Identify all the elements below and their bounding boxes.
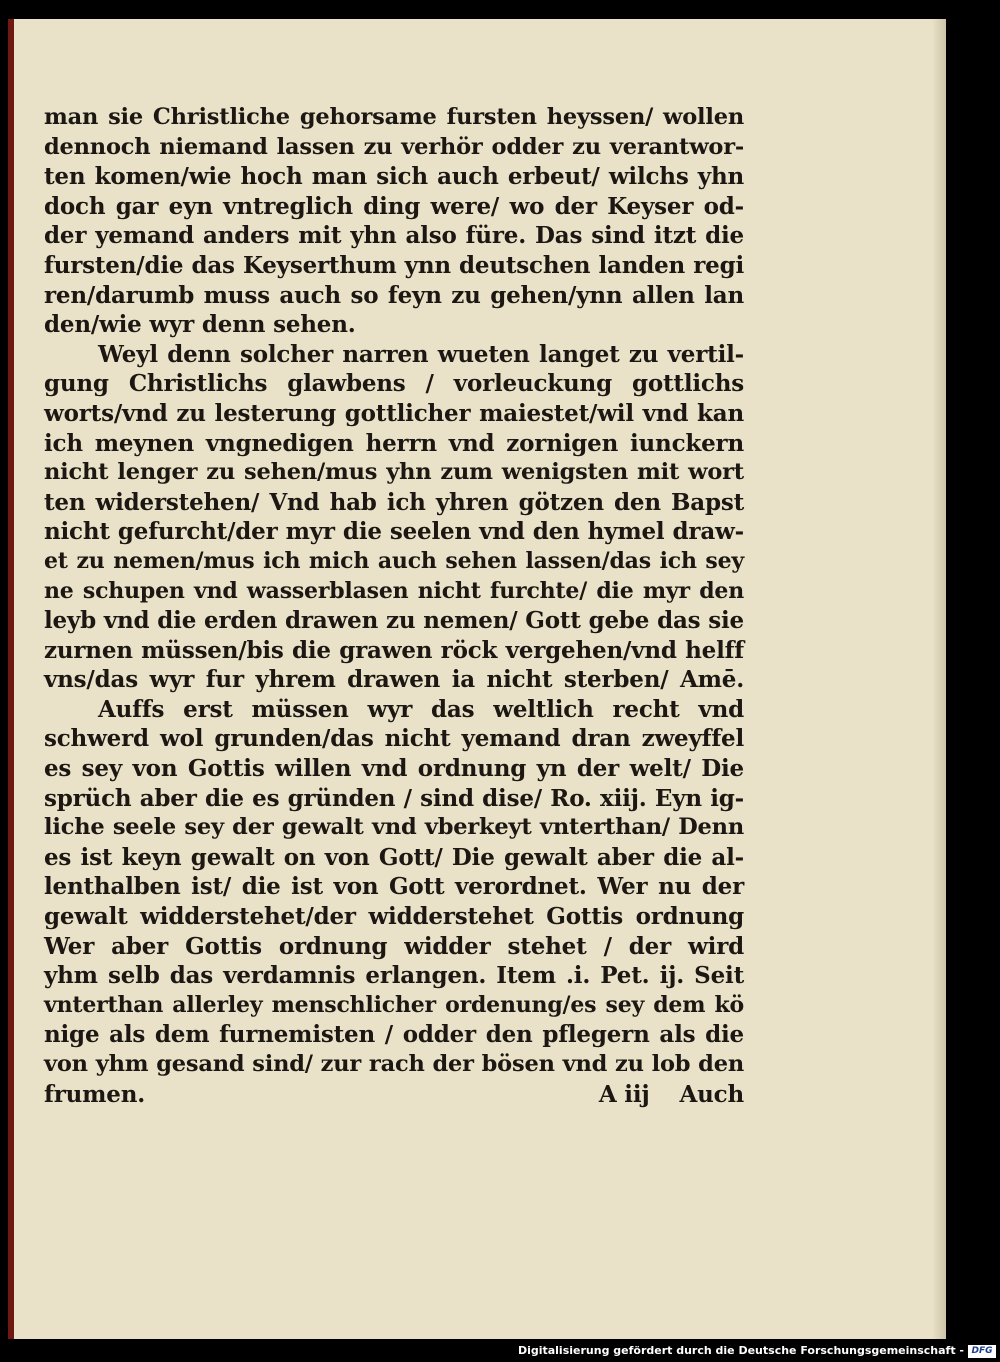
text-line: doch gar eyn vntreglich ding were/ wo der Keyser od- [44, 192, 744, 220]
text-line: vnterthan allerley menschlicher ordenung/es sey dem kö [44, 991, 744, 1018]
text-line: sprüch aber die es gründen / sind dise/ Ro. xiij. Eyn ig- [44, 784, 744, 812]
catchword: Auch [679, 1080, 744, 1108]
text-line: zurnen müssen/bis die grawen röck vergehen/vnd helff [44, 636, 744, 664]
text-line: vns/das wyr fur yhrem drawen ia nicht sterben/ Amē. [44, 666, 744, 694]
text-line: nicht lenger zu sehen/mus yhn zum wenigsten mit wort [44, 459, 744, 486]
paragraph-start-line: Weyl denn solcher narren wueten langet zu vertil- [98, 340, 744, 368]
text-line: von yhm gesand sind/ zur rach der bösen vnd zu lob den [44, 1051, 744, 1077]
text-line: gewalt widderstehet/der widderstehet Gottis ordnung [44, 903, 744, 931]
text-line: yhm selb das verdamnis erlangen. Item .i. Pet. ij. Seit [44, 962, 744, 990]
text-line: Wer aber Gottis ordnung widder stehet / der wird [44, 932, 744, 960]
text-line: gung Christlichs glawbens / vorleuckung gottlichs [44, 370, 744, 398]
text-line: dennoch niemand lassen zu verhör odder zu verantwor- [44, 133, 744, 160]
footer-bar [0, 1340, 1000, 1362]
page-text [44, 103, 744, 1109]
text-line: ne schupen vnd wasserblasen nicht furchte/ die myr den [44, 577, 744, 604]
text-line: lenthalben ist/ die ist von Gott verordnet. Wer nu der [44, 873, 744, 901]
text-line: ich meynen vngnedigen herrn vnd zornigen iunckern [44, 429, 744, 457]
paragraph-start-line: Auffs erst müssen wyr das weltlich recht vnd [98, 695, 744, 723]
text-line: es sey von Gottis willen vnd ordnung yn der welt/ Die [44, 755, 744, 783]
text-line: et zu nemen/mus ich mich auch sehen lassen/das ich sey [44, 547, 744, 574]
funding-credit: Digitalisierung gefördert durch die Deutsche Forschungsgemeinschaft - [517, 1344, 964, 1357]
text-line: ten widerstehen/ Vnd hab ich yhren götzen den Bapst [44, 488, 744, 516]
text-line: man sie Christliche gehorsame fursten heyssen/ wollen [44, 104, 744, 130]
text-line: worts/vnd zu lesterung gottlicher maiestet/wil vnd kan [44, 399, 744, 427]
text-line: fursten/die das Keyserthum ynn deutschen landen regi [44, 251, 744, 279]
book-page [8, 19, 946, 1339]
text-line: den/wie wyr denn sehen. [44, 311, 356, 339]
text-line: ren/darumb muss auch so feyn zu gehen/ynn allen lan [44, 281, 744, 309]
text-line: es ist keyn gewalt on von Gott/ Die gewalt aber die al- [44, 843, 744, 871]
signature-mark: A iij [598, 1080, 650, 1108]
last-text-line: frumen. [44, 1080, 146, 1108]
dfg-logo: DFG [968, 1345, 996, 1358]
text-line: der yemand anders mit yhn also füre. Das sind itzt die [44, 222, 744, 250]
text-line: schwerd wol grunden/das nicht yemand dran zweyffel [44, 725, 744, 753]
text-line: ten komen/wie hoch man sich auch erbeut/ wilchs yhn [44, 163, 744, 191]
text-line: liche seele sey der gewalt vnd vberkeyt vnterthan/ Denn [44, 814, 744, 841]
text-line: leyb vnd die erden drawen zu nemen/ Gott gebe das sie [44, 607, 744, 635]
text-line: nicht gefurcht/der myr die seelen vnd den hymel draw- [44, 518, 744, 546]
page-foot-line [44, 1080, 744, 1110]
text-line: nige als dem furnemisten / odder den pflegern als die [44, 1021, 744, 1049]
